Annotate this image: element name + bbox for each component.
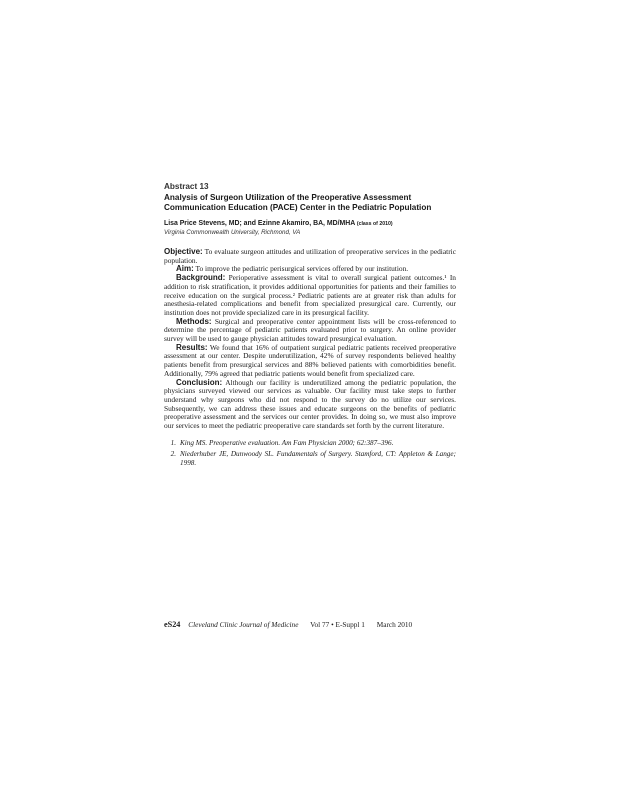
section-heading-objective: Objective: [164, 247, 203, 256]
section-background [164, 274, 456, 318]
issue-date: March 2010 [376, 620, 413, 629]
section-text-background: Perioperative assessment is vital to overall surgical patient outcomes.¹ In addition to risk stratification, it provides additional opportunities for patients and their families to receive education on the surgical process.² Pediatric patients are at greater risk than adults for anesthesia-related complications and benefit from specialized presurgical care. Currently, our institution does not provide specialized care in its presurgical facility. [164, 273, 456, 317]
reference-number: 2. [170, 450, 176, 459]
reference-list [164, 439, 456, 468]
section-heading-aim: Aim: [176, 264, 194, 274]
abstract-label: Abstract 13 [164, 182, 209, 191]
author-list [164, 219, 456, 229]
section-text-conclusion: Although our facility is underutilized among the pediatric population, the physicians surveyed viewed our services as valuable. Our facility must take steps to further understand why surgeons who did not respond to the survey do no utilize our services. Subsequently, we can address these issues and educate surgeons on the benefits of pediatric preoperative assessment and the services our center provides. In doing so, we must also improve our services to meet the pediatric preoperative care standards set forth by the current literature. [164, 377, 456, 431]
section-heading-background: Background: [176, 273, 226, 283]
abstract-body [164, 248, 456, 431]
section-heading-results: Results: [176, 342, 208, 352]
abstract-title-line-1: Analysis of Surgeon Utilization of the Preoperative Assessment [164, 193, 412, 202]
section-results [164, 344, 456, 379]
reference-number: 1. [170, 438, 176, 447]
reference-text: Niederhuber JE, Dunwoody SL. Fundamentals of Surgery. Stamford, CT: Appleton & Lange; 1998. [180, 450, 456, 468]
reference-item [164, 439, 456, 448]
section-text-methods: Surgical and preoperative center appointment lists will be cross-referenced to determine the percentage of pediatric patients evaluated prior to surgery. An online provider survey will be used to gauge physician attitudes toward presurgical evaluation. [164, 316, 456, 344]
section-conclusion [164, 379, 456, 431]
abstract-block [164, 182, 456, 471]
section-text-objective: To evaluate surgeon attitudes and utilization of preoperative services in the pediatric population. [164, 247, 456, 265]
journal-volume: Vol 77 • E-Suppl 1 [310, 620, 365, 629]
reference-text: King MS. Preoperative evaluation. Am Fam Physician 2000; 62:387–396. [180, 438, 394, 447]
reference-item [164, 450, 456, 467]
section-text-aim: To improve the pediatric perisurgical services offered by our institution. [195, 264, 409, 274]
section-heading-methods: Methods: [176, 316, 212, 326]
journal-name: Cleveland Clinic Journal of Medicine [188, 620, 299, 629]
author-affiliation: Virginia Commonwealth University, Richmond, VA [164, 229, 301, 236]
section-text-results: We found that 16% of outpatient surgical pediatric patients received preoperative assessment at our center. Despite underutilization, 42% of survey respondents believed healthy patients benefit from presurgical services and 88% believed patients with comorbidities benefit. Additionally, 79% agreed that pediatric patients would benefit from specialized care. [164, 342, 456, 378]
author-names: Lisa Price Stevens, MD; and Ezinne Akamiro, BA, MD/MHA [164, 220, 355, 227]
section-objective [164, 248, 456, 265]
abstract-title-line-2: Communication Education (PACE) Center in the Pediatric Population [164, 203, 432, 212]
section-methods [164, 318, 456, 344]
author-class: (class of 2010) [356, 221, 393, 227]
section-heading-conclusion: Conclusion: [176, 377, 223, 387]
page-footer [164, 620, 464, 629]
abstract-title [164, 193, 456, 213]
page-number: eS24 [164, 620, 181, 629]
